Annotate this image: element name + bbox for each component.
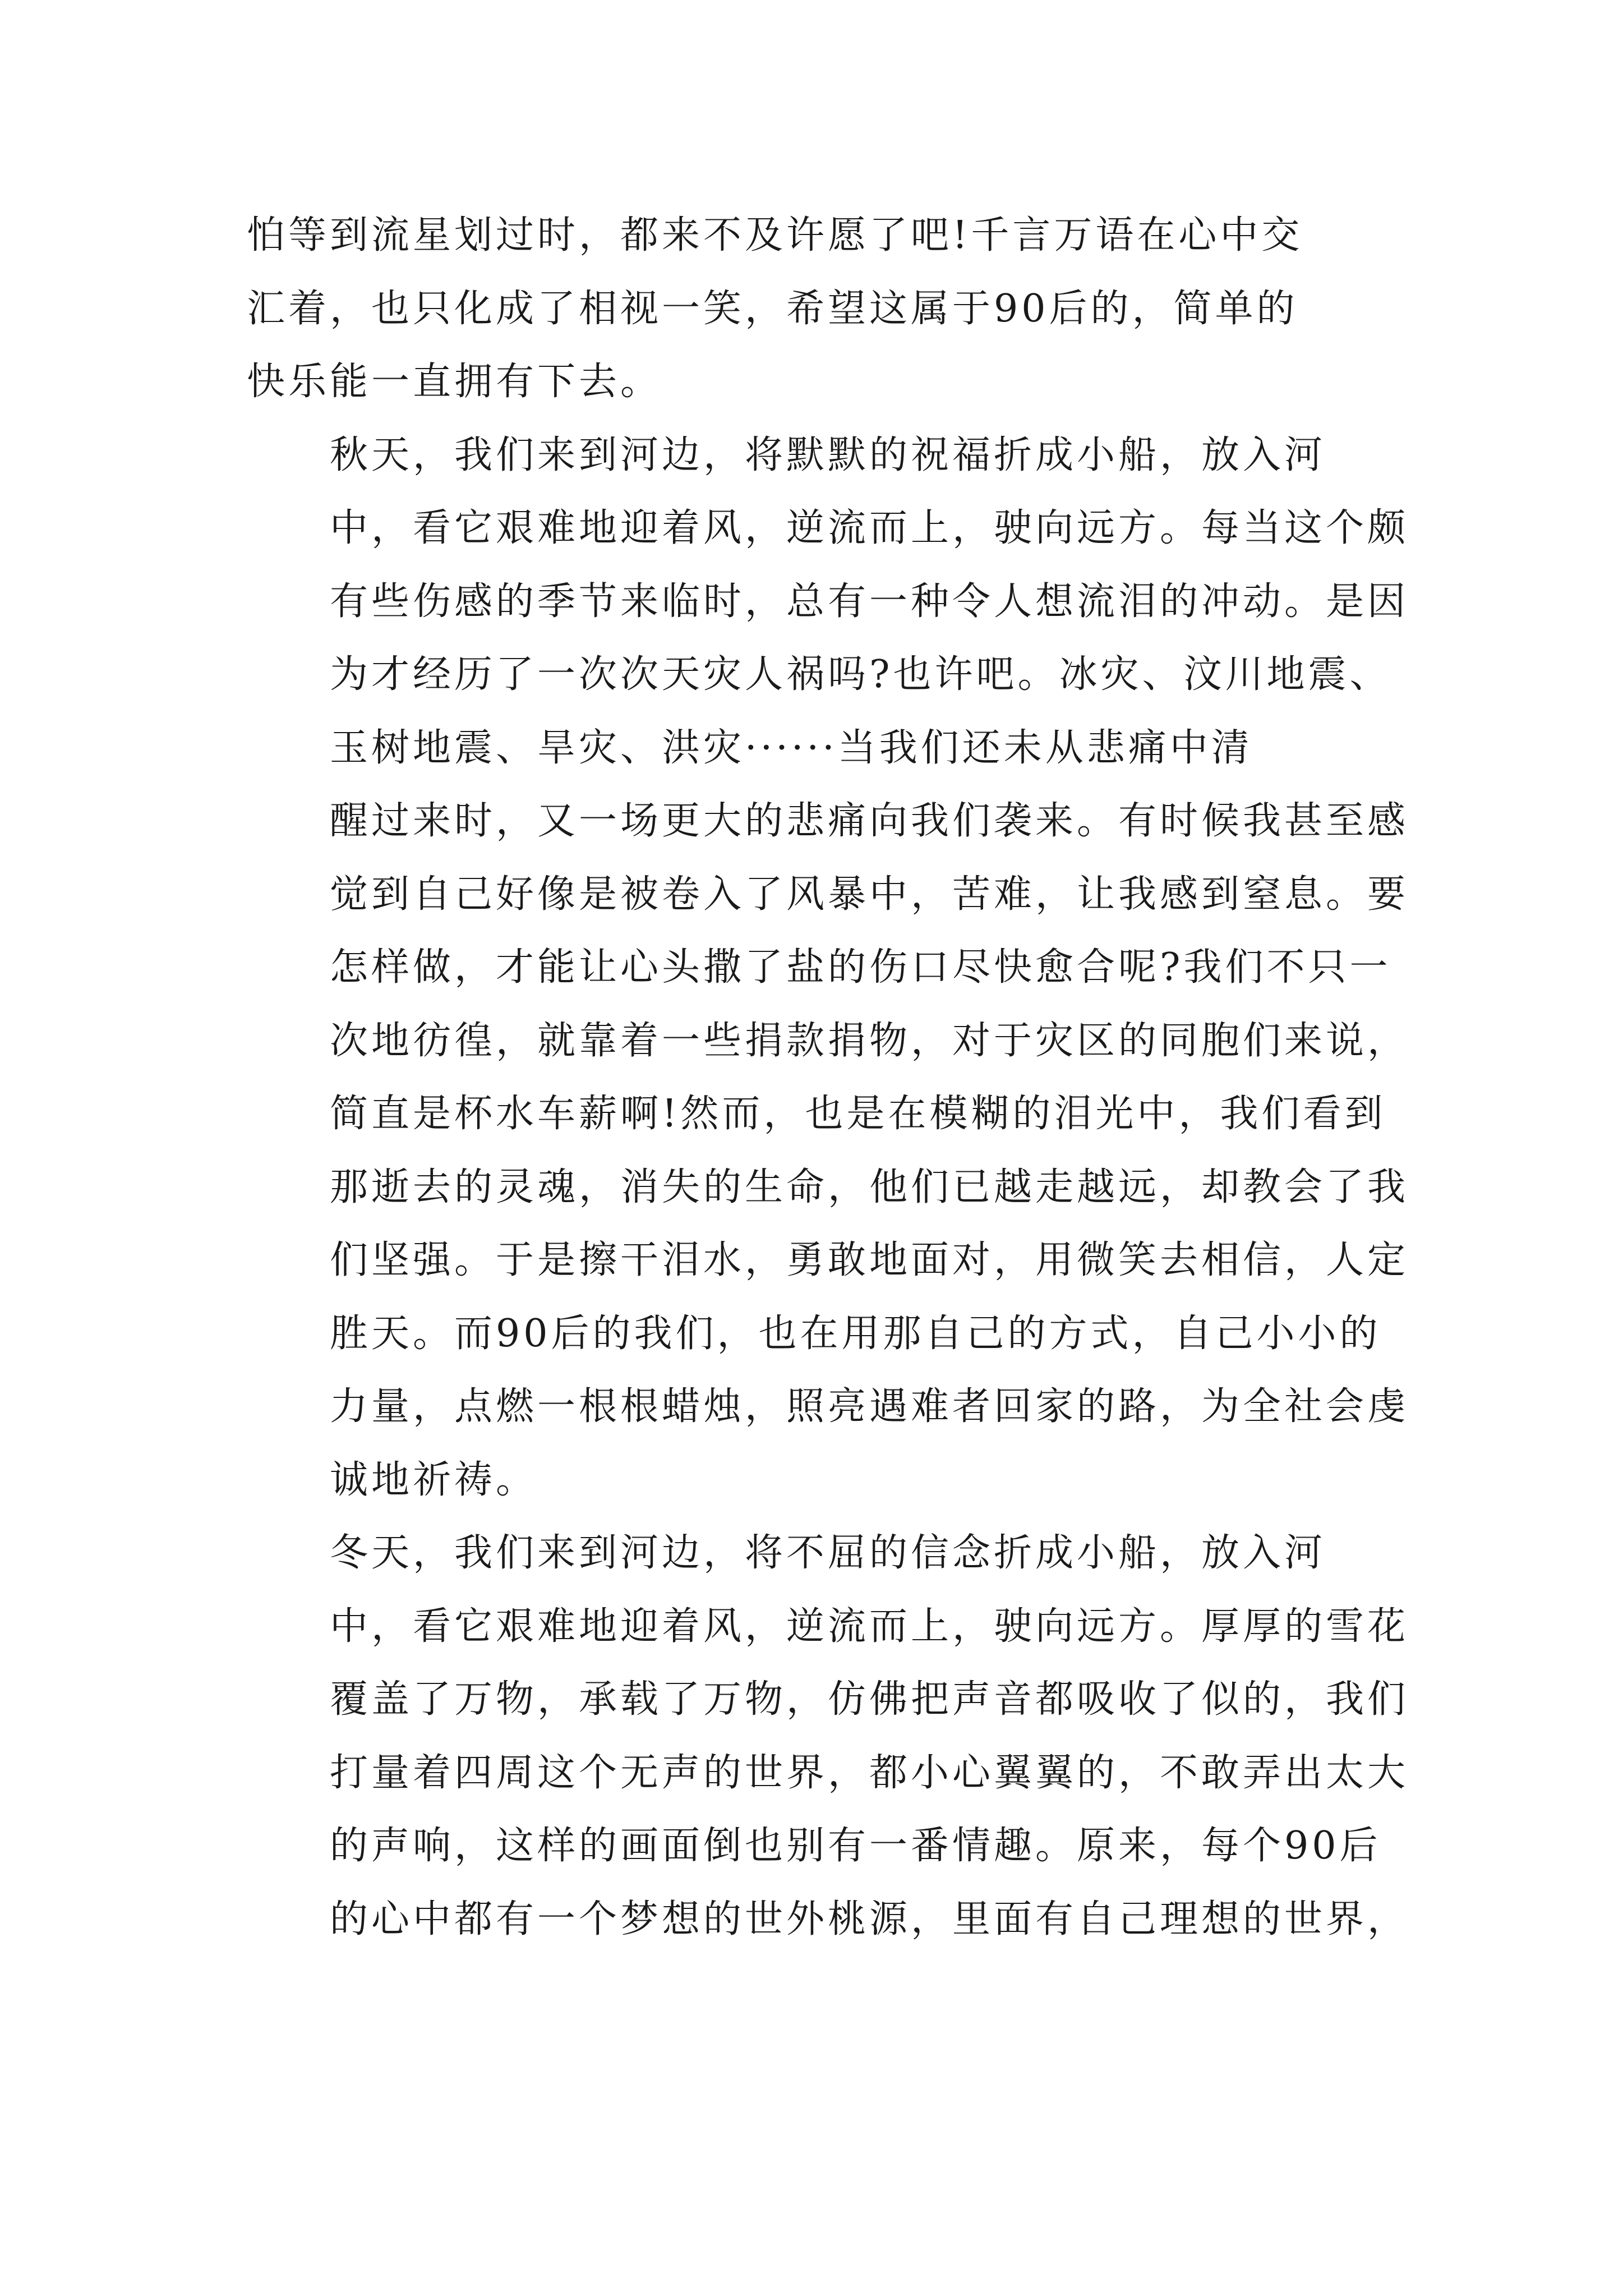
text-line: 快乐能一直拥有下去。	[247, 360, 662, 404]
text-line: 简直是杯水车薪啊!然而，也是在模糊的泪光中，我们看到	[330, 1092, 1386, 1136]
text-line: 次地彷徨，就靠着一些捐款捐物，对于灾区的同胞们来说，	[330, 1018, 1409, 1063]
text-line: 秋天，我们来到河边，将默默的祝福折成小船，放入河	[330, 432, 1326, 477]
text-line: 那逝去的灵魂，消失的生命，他们已越走越远，却教会了我	[330, 1165, 1409, 1209]
text-line: 醒过来时，又一场更大的悲痛向我们袭来。有时候我甚至感	[330, 799, 1409, 843]
text-line: 胜天。而90后的我们，也在用那自己的方式，自己小小的	[330, 1311, 1381, 1356]
text-line: 怎样做，才能让心头撒了盐的伤口尽快愈合呢?我们不只一	[330, 945, 1391, 990]
text-line: 冬天，我们来到河边，将不屈的信念折成小船，放入河	[330, 1531, 1326, 1575]
text-line: 们坚强。于是擦干泪水，勇敢地面对，用微笑去相信，人定	[330, 1238, 1409, 1282]
paragraph	[247, 419, 1409, 1517]
text-line: 打量着四周这个无声的世界，都小心翼翼的，不敢弄出太大	[330, 1750, 1409, 1795]
text-line: 为才经历了一次次天灾人祸吗?也许吧。冰灾、汶川地震、	[330, 652, 1391, 697]
text-line: 覆盖了万物，承载了万物，仿佛把声音都吸收了似的，我们	[330, 1677, 1409, 1722]
document-body	[247, 199, 1409, 1956]
text-line: 诚地祈祷。	[330, 1457, 538, 1502]
text-line: 中，看它艰难地迎着风，逆流而上，驶向远方。厚厚的雪花	[330, 1604, 1409, 1649]
text-line: 玉树地震、旱灾、洪灾······当我们还未从悲痛中清	[330, 725, 1253, 770]
text-line: 觉到自己好像是被卷入了风暴中，苦难，让我感到窒息。要	[330, 872, 1409, 917]
text-line: 有些伤感的季节来临时，总有一种令人想流泪的冲动。是因	[330, 579, 1409, 624]
paragraph	[247, 199, 1385, 419]
paragraph	[247, 1517, 1409, 1956]
text-line: 的声响，这样的画面倒也别有一番情趣。原来，每个90后	[330, 1824, 1381, 1868]
text-line: 的心中都有一个梦想的世外桃源，里面有自己理想的世界，	[330, 1897, 1409, 1941]
text-line: 中，看它艰难地迎着风，逆流而上，驶向远方。每当这个颇	[330, 506, 1409, 550]
text-line: 汇着，也只化成了相视一笑，希望这属于90后的，简单的	[247, 286, 1298, 331]
text-line: 怕等到流星划过时，都来不及许愿了吧!千言万语在心中交	[247, 213, 1303, 257]
text-line: 力量，点燃一根根蜡烛，照亮遇难者回家的路，为全社会虔	[330, 1384, 1409, 1429]
